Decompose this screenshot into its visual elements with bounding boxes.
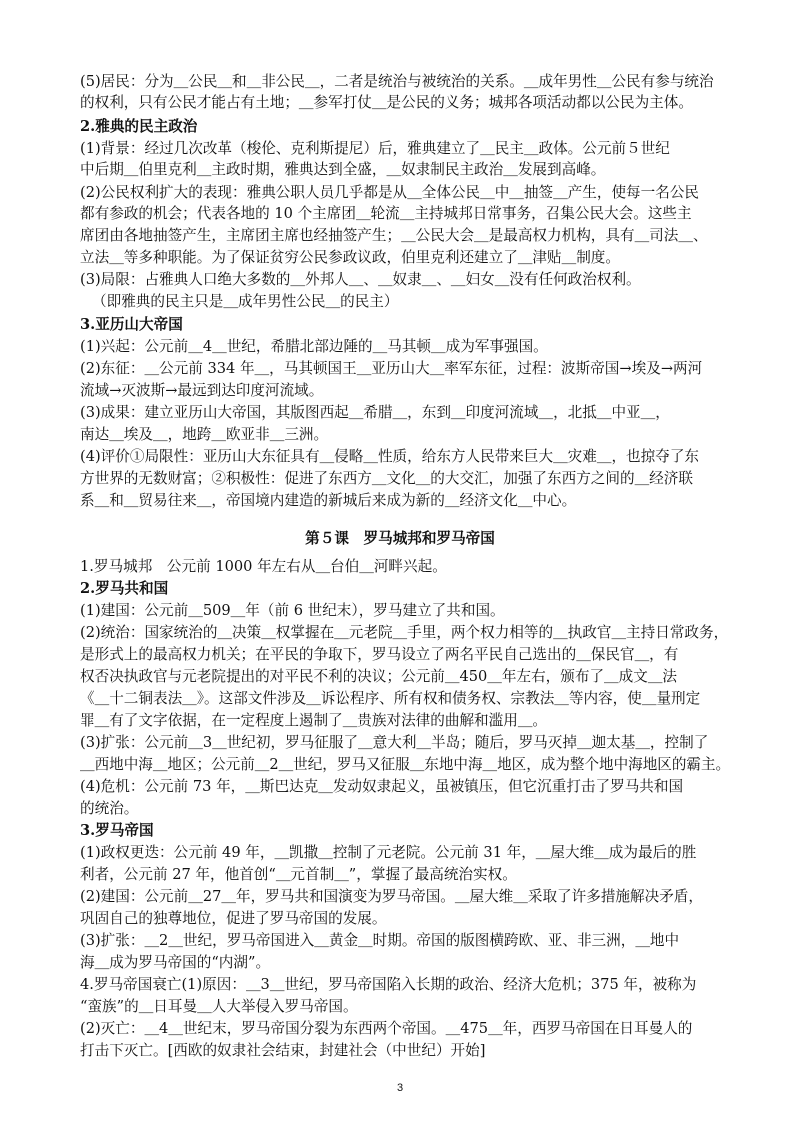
text-line: 是形式上的最高权力机关；在平民的争取下，罗马设立了两名平民自己选出的＿保民官＿，有 xyxy=(80,646,679,663)
text-line: 中后期＿伯里克利＿主政时期，雅典达到全盛，＿奴隶制民主政治＿发展到高峰。 xyxy=(80,161,606,178)
text-line: (3)扩张：＿2＿世纪，罗马帝国进入＿黄金＿时期。帝国的版图横跨欧、亚、非三洲，＿地中 xyxy=(80,932,680,949)
text-line: ＿西地中海＿地区；公元前＿2＿世纪，罗马又征服＿东地中海＿地区，成为整个地中海地区的霸主。 xyxy=(80,756,731,773)
lesson-title: 第５课 罗马城邦和罗马帝国 xyxy=(305,530,495,547)
text-line: (3)局限：占雅典人口绝大多数的＿外邦人＿、＿奴隶＿、＿妇女＿没有任何政治权利。 xyxy=(80,271,641,288)
text-line: (4)危机：公元前 73 年，＿斯巴达克＿发动奴隶起义，虽被镇压，但它沉重打击了罗马共和国 xyxy=(80,778,684,795)
text-line: 2.罗马共和国 xyxy=(80,580,169,597)
text-line: 3.亚历山大帝国 xyxy=(80,316,183,333)
text-line: 都有参政的机会；代表各地的 10 个主席团＿轮流＿主持城邦日常事务，召集公民大会。这些主 xyxy=(80,205,692,222)
text-line: (3)成果：建立亚历山大帝国，其版图西起＿希腊＿，东到＿印度河流域＿，北抵＿中亚＿， xyxy=(80,404,670,421)
text-line: 罪＿有了文字依据，在一定程度上遏制了＿贵族对法律的曲解和滥用＿。 xyxy=(80,712,548,729)
text-line: “蛮族”的＿日耳曼＿人大举侵入罗马帝国。 xyxy=(80,998,358,1015)
text-line: (1)政权更迭：公元前 49 年，＿凯撒＿控制了元老院。公元前 31 年，＿屋大维＿成为最后的胜 xyxy=(80,844,697,861)
page-number: 3 xyxy=(396,1082,404,1094)
text-line: 权否决执政官与元老院提出的对平民不利的决议；公元前＿450＿年左右，颁布了＿成文＿法 xyxy=(80,668,678,685)
text-line: (5)居民：分为＿公民＿和＿非公民＿，二者是统治与被统治的关系。＿成年男性＿公民有参与统治 xyxy=(80,73,714,90)
text-line: 3.罗马帝国 xyxy=(80,822,154,839)
text-line: （即雅典的民主只是＿成年男性公民＿的民主） xyxy=(92,293,399,310)
text-line: (1)兴起：公元前＿4＿世纪，希腊北部边陲的＿马其顿＿成为军事强国。 xyxy=(80,338,548,355)
text-line: 《＿十二铜表法＿》。这部文件涉及＿诉讼程序、所有权和债务权、宗教法＿等内容，使＿量刑定 xyxy=(80,690,701,707)
text-line: (1)建国：公元前＿509＿年（前 6 世纪末），罗马建立了共和国。 xyxy=(80,602,505,619)
text-line: (2)建国：公元前＿27＿年，罗马共和国演变为罗马帝国。＿屋大维＿采取了许多措施解决矛盾， xyxy=(80,888,703,905)
text-line: (3)扩张：公元前＿3＿世纪初，罗马征服了＿意大利＿半岛；随后，罗马灭掉＿迦太基＿，控制了 xyxy=(80,734,709,751)
text-line: 的权利，只有公民才能占有土地；＿参军打仗＿是公民的义务；城邦各项活动都以公民为主体。 xyxy=(80,94,693,111)
text-line: (2)公民权利扩大的表现：雅典公职人员几乎都是从＿全体公民＿中＿抽签＿产生，使每一名公民 xyxy=(80,184,700,201)
text-line: (2)灭亡：＿4＿世纪末，罗马帝国分裂为东西两个帝国。＿475＿年，西罗马帝国在日耳曼人的 xyxy=(80,1020,693,1037)
text-line: 南达＿埃及＿，地跨＿欧亚非＿三洲。 xyxy=(80,426,329,443)
text-line: 巩固自己的独尊地位，促进了罗马帝国的发展。 xyxy=(80,910,387,927)
text-line: 2.雅典的民主政治 xyxy=(80,118,198,135)
text-line: (2)东征：＿公元前 334 年＿，马其顿国王＿亚历山大＿率军东征，过程：波斯帝国→埃及→两河 xyxy=(80,360,703,377)
text-line: 1.罗马城邦 公元前 1000 年左右从＿台伯＿河畔兴起。 xyxy=(80,558,447,575)
text-line: 立法＿等多种职能。为了保证贫穷公民参政议政，伯里克利还建立了＿津贴＿制度。 xyxy=(80,249,620,266)
text-line: (4)评价①局限性：亚历山大东征具有＿侵略＿性质，给东方人民带来巨大＿灾难＿，也掠夺了东 xyxy=(80,448,700,465)
text-line: (2)统治：国家统治的＿决策＿权掌握在＿元老院＿手里，两个权力相等的＿执政官＿主持日常政务， xyxy=(80,624,729,641)
text-line: (1)背景：经过几次改革（梭伦、克利斯提尼）后，雅典建立了＿民主＿政体。公元前５世纪 xyxy=(80,140,670,157)
text-line: 方世界的无数财富；②积极性：促进了东西方＿文化＿的大交汇，加强了东西方之间的＿经济联 xyxy=(80,470,693,487)
text-line: 4.罗马帝国衰亡(1)原因：＿3＿世纪，罗马帝国陷入长期的政治、经济大危机；375 年，被称为 xyxy=(80,976,697,993)
text-line: 打击下灭亡。[西欧的奴隶社会结束，封建社会（中世纪）开始] xyxy=(80,1042,486,1059)
text-line: 海＿成为罗马帝国的“内湖”。 xyxy=(80,954,271,971)
text-line: 流域→灭波斯→最远到达印度河流域。 xyxy=(80,382,324,399)
text-line: 的统治。 xyxy=(80,800,139,817)
text-line: 利者，公元前 27 年，他首创“＿元首制＿”，掌握了最高统治实权。 xyxy=(80,866,517,883)
text-line: 席团由各地抽签产生，主席团主席也经抽签产生；＿公民大会＿是最高权力机构，具有＿司法＿、 xyxy=(80,227,708,244)
text-line: 系＿和＿贸易往来＿，帝国境内建造的新城后来成为新的＿经济文化＿中心。 xyxy=(80,492,577,509)
